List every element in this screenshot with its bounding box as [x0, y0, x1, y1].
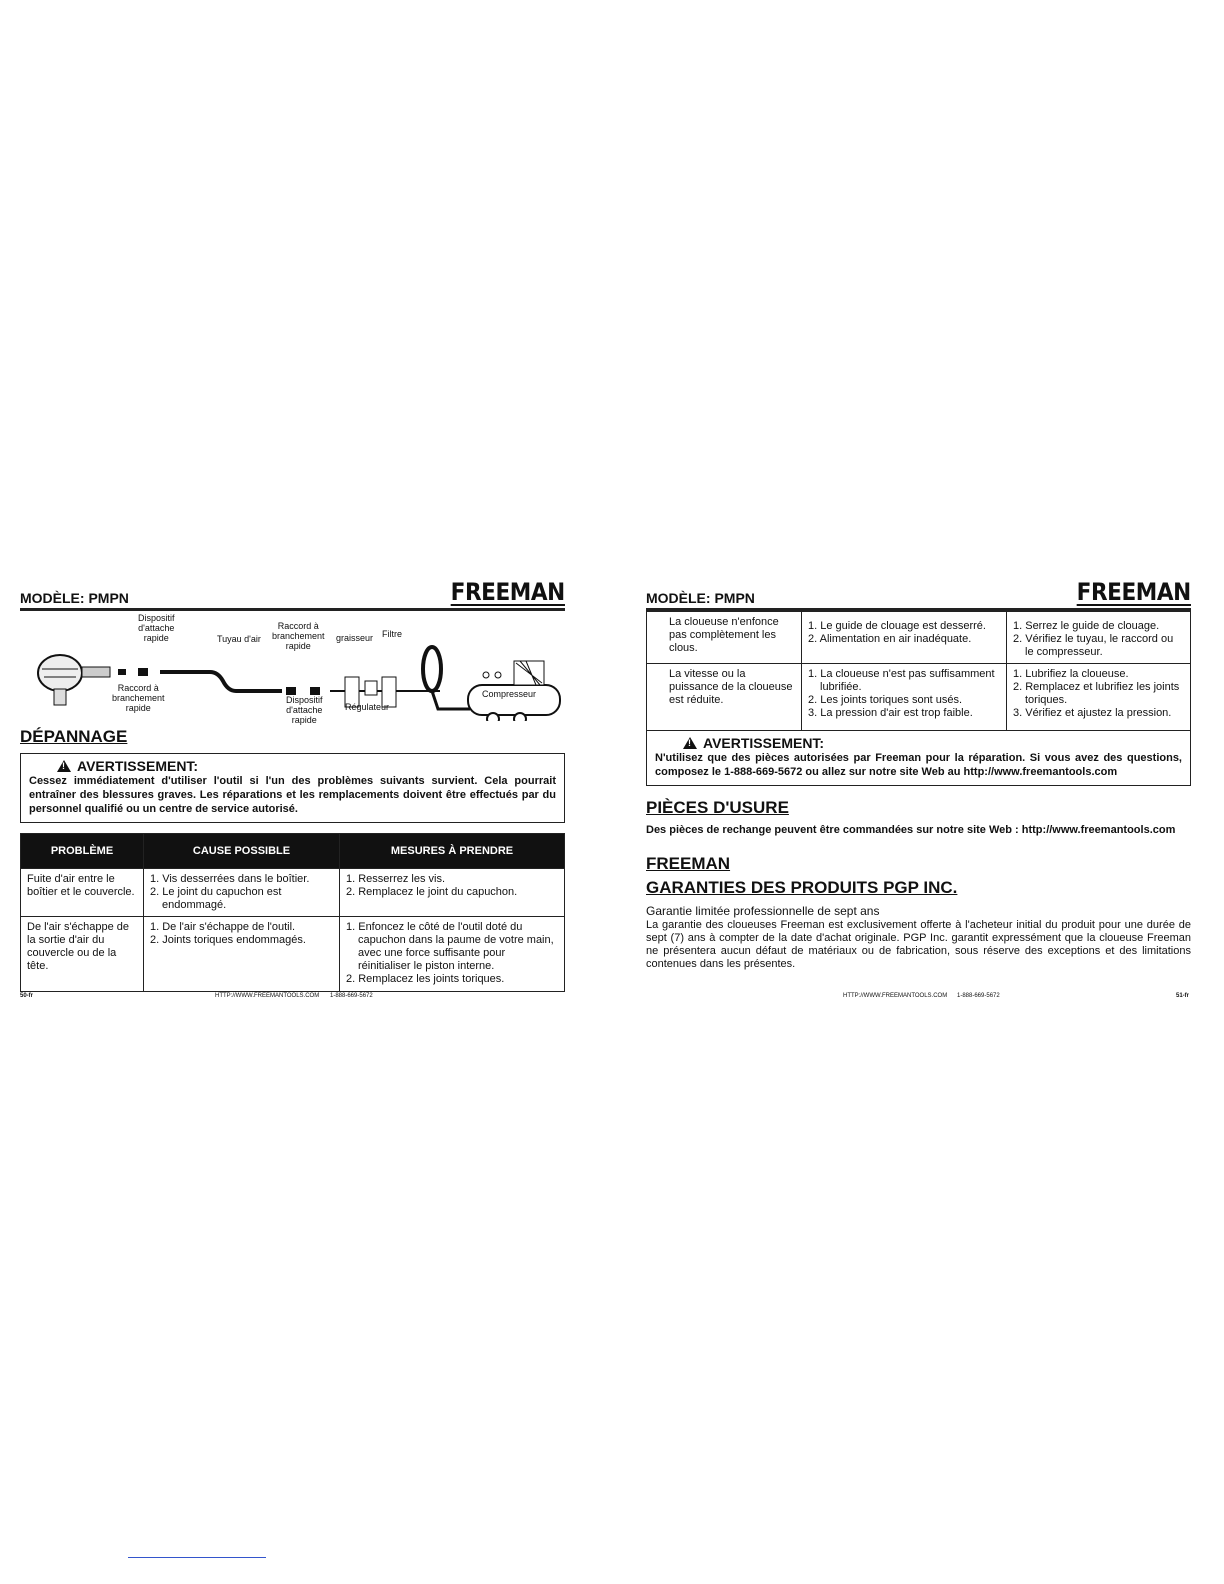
label-compresseur: Compresseur: [482, 689, 537, 699]
cause-cell: [144, 869, 340, 917]
action-item: 2. Remplacez les joints toriques.: [346, 973, 505, 985]
problem-cell: La cloueuse n'enfonce pas complètement les clous.: [647, 612, 802, 664]
warning-box: [20, 753, 565, 823]
cause-item: 1. Le guide de clouage est desserré.: [808, 620, 986, 632]
footer-phone-left: 1-888-669-5672: [330, 993, 373, 999]
table-row: [647, 612, 1191, 664]
action-item: 2. Remplacez et lubrifiez les joints toriques.: [1013, 681, 1180, 706]
cause-item: 2. Alimentation en air inadéquate.: [808, 633, 972, 645]
action-item: 1. Serrez le guide de clouage.: [1013, 620, 1160, 632]
cause-item: 3. La pression d'air est trop faible.: [808, 707, 973, 719]
action-item: 3. Vérifiez et ajustez la pression.: [1013, 707, 1172, 719]
label-raccord-top: Raccord à branchement rapide: [272, 621, 325, 651]
warning-title-text: AVERTISSEMENT:: [77, 758, 199, 774]
header-mesures: MESURES À PRENDRE: [340, 834, 565, 869]
footer-url-right[interactable]: HTTP://WWW.FREEMANTOOLS.COM: [843, 993, 948, 999]
cause-cell: [802, 612, 1007, 664]
model-label: MODÈLE: PMPN: [646, 590, 755, 606]
pieces-text: Des pièces de rechange peuvent être commandées sur notre site Web : http://www.freemantools.com: [646, 824, 1176, 836]
label-filtre: Filtre: [382, 629, 402, 639]
freeman-logo: FREEMAN: [450, 578, 565, 606]
right-page: [646, 578, 1191, 971]
table-row: [647, 664, 1191, 731]
cause-item: 1. La cloueuse n'est pas suffisamment lubrifiée.: [808, 668, 995, 693]
label-dispositif-top: Dispositif d'attache rapide: [138, 613, 175, 643]
section-title-garanties: GARANTIES DES PRODUITS PGP INC.: [646, 878, 958, 897]
table-row: [21, 917, 565, 992]
section-title-freeman: FREEMAN: [646, 854, 731, 873]
garantie-text: La garantie des cloueuses Freeman est exclusivement offerte à l'acheteur initial du produit pour une durée de sept (7) ans à compter de la date d'achat originale. PGP Inc. garantit expressément que la cloueuse Freeman ne présentera aucun défaut de matériaux ou de fabrication, sous réserve des exceptions et des limitations contenues dans les présentes.: [646, 919, 1191, 970]
footer-url-left[interactable]: HTTP://WWW.FREEMANTOOLS.COM: [215, 993, 320, 999]
footer-page-number-left: 50-fr: [20, 993, 34, 999]
problem-cell: De l'air s'échappe de la sortie d'air du couvercle ou de la tête.: [21, 917, 144, 992]
label-regulateur: Régulateur: [345, 702, 390, 712]
warning-title: [57, 758, 556, 774]
action-item: 2. Vérifiez le tuyau, le raccord ou le compresseur.: [1013, 633, 1174, 658]
warning-text: Cessez immédiatement d'utiliser l'outil si l'un des problèmes suivants survient. Cela pourrait entraîner des blessures graves. Les réparations et les remplacements doivent être effectués par du personnel qualifié ou un centre de service autorisé.: [29, 775, 556, 815]
garantie-subtitle: Garantie limitée professionnelle de sept ans: [646, 904, 880, 918]
model-label: MODÈLE: PMPN: [20, 590, 129, 606]
action-item: 1. Enfoncez le côté de l'outil doté du capuchon dans la paume de votre main, avec une force suffisante pour réinitialiser le piston interne.: [346, 921, 554, 972]
problem-cell: La vitesse ou la puissance de la cloueuse est réduite.: [647, 664, 802, 731]
troubleshooting-table-continued: [646, 611, 1191, 731]
label-raccord-bottom: Raccord à branchement rapide: [112, 683, 165, 713]
section-title-depannage: DÉPANNAGE: [20, 727, 128, 746]
cause-item: 1. De l'air s'échappe de l'outil.: [150, 921, 296, 933]
air-system-diagram: [20, 611, 565, 725]
warning-icon: [57, 760, 71, 772]
action-item: 1. Resserrez les vis.: [346, 873, 446, 885]
header-probleme: PROBLÈME: [21, 834, 144, 869]
freeman-logo: FREEMAN: [1076, 578, 1191, 606]
troubleshooting-table: [20, 833, 565, 992]
cause-item: 2. Joints toriques endommagés.: [150, 934, 306, 946]
table-row: [21, 869, 565, 917]
section-title-pieces: PIÈCES D'USURE: [646, 798, 789, 817]
label-dispositif-bottom: Dispositif d'attache rapide: [286, 695, 323, 725]
label-graisseur: graisseur: [336, 633, 374, 643]
warning-title: [683, 735, 1182, 751]
cause-item: 2. Le joint du capuchon est endommagé.: [150, 886, 282, 911]
action-cell: [1007, 664, 1191, 731]
cause-item: 1. Vis desserrées dans le boîtier.: [150, 873, 310, 885]
cause-cell: [802, 664, 1007, 731]
warning-box: [646, 731, 1191, 786]
left-page: [20, 578, 565, 992]
cause-cell: [144, 917, 340, 992]
action-cell: [340, 869, 565, 917]
problem-cell: Fuite d'air entre le boîtier et le couvercle.: [21, 869, 144, 917]
page-header: [20, 578, 565, 611]
footer-page-number-right: 51-fr: [1176, 993, 1190, 999]
header-cause: CAUSE POSSIBLE: [144, 834, 340, 869]
link-underline: [128, 1557, 266, 1558]
action-item: 2. Remplacez le joint du capuchon.: [346, 886, 518, 898]
cause-item: 2. Les joints toriques sont usés.: [808, 694, 963, 706]
action-item: 1. Lubrifiez la cloueuse.: [1013, 668, 1129, 680]
warning-icon: [683, 737, 697, 749]
warning-title-text: AVERTISSEMENT:: [703, 735, 825, 751]
warning-text: N'utilisez que des pièces autorisées par Freeman pour la réparation. Si vous avez des questions, composez le 1-888-669-5672 ou allez sur notre site Web au http://www.freemantools.com: [655, 752, 1182, 778]
page-header: [646, 578, 1191, 611]
footer-phone-right: 1-888-669-5672: [957, 993, 1000, 999]
action-cell: [1007, 612, 1191, 664]
action-cell: [340, 917, 565, 992]
table-header-row: [21, 834, 565, 869]
label-tuyau: Tuyau d'air: [217, 634, 261, 644]
